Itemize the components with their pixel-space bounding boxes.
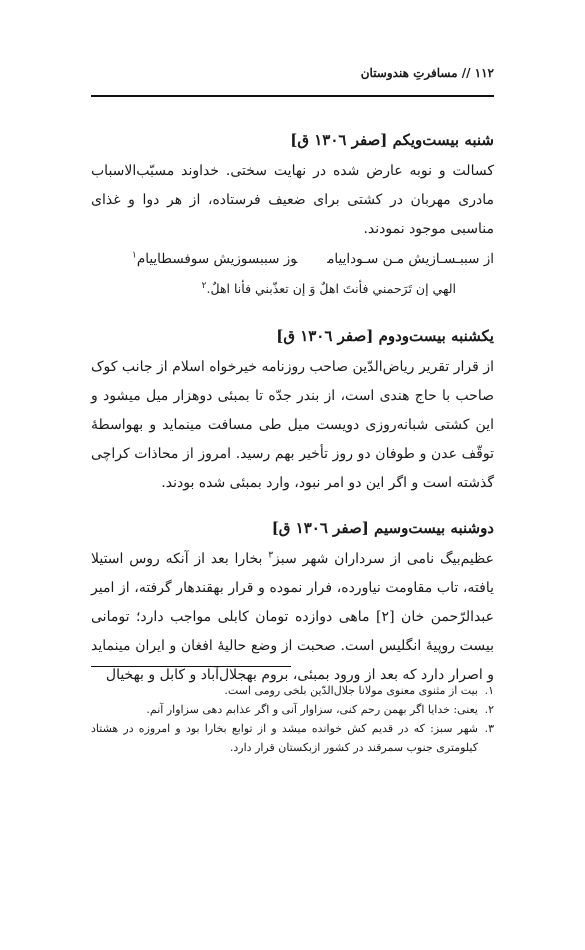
footnote-text: یعنی: خدایا اگر بهمن رحم کنی، سزاوار آنی و اگر عذابم دهی سزاوار آنم. [146, 703, 478, 716]
running-head: ۱۱۲ // مسافرتِ هندوستان [360, 66, 494, 80]
footnote-ref-1[interactable]: ۱ [132, 250, 137, 261]
footnote-number: ۳. [484, 722, 494, 735]
poem-hemistich-2: وز سببسوزیش سوفسطاییام [136, 251, 298, 267]
footnote-item [91, 681, 494, 700]
footnote-item [91, 719, 494, 757]
arabic-verse-text: الهي إن تَرَحمني فأنتَ اهلٌ وَ إن تعذّبني فأنا اهلٌ. [206, 281, 456, 296]
book-page [91, 0, 494, 950]
footnote-text: بیت از مثنوی معنوی مولانا جلال‌الدّین بلخی رومی است. [224, 684, 478, 697]
entry-paragraph-sunday: از قرار تقریر ریاض‌الدّین صاحب روزنامه خیرخواه اسلام از جانب کوک صاحب با حاج هندی است، از بندر جدّه تا بمبئی دوهزار میل میشود و این کشتی شبانه‌روزی دویست میل طی مسافت مینماید و بهواسطهٔ توقّف عدن و طوفان دو روز تأخیر بهم رسید. امروز از محاذات کراچی گذشته است و اگر این دو امر نبود، وارد بمبئی شده بودند. [91, 359, 494, 491]
footnote-ref-2[interactable]: ۲ [201, 280, 207, 291]
entry-paragraph-monday-part-2: بخارا بعد از آنکه روس استیلا یافته، تاب مقاومت نیاورده، فرار نموده و قرار بهقندهار گرفته، از امیر عبدالرّحمن خان [۲] ماهی دوازده تومان کابلی مواجب دارد؛ تومانی بیست روپیهٔ انگلیس است. صحبت از وضع حالیهٔ افغان و ایران مینماید و اصرار دارد که بعد از ورود بمبئی، بروم بهجلال‌آباد و کابل و بهخیال [91, 551, 494, 683]
entry-heading-monday: دوشنبه بیست‌وسیم [صفر ۱۳۰٦ ق] [271, 519, 494, 537]
footnotes [91, 681, 494, 757]
poem-couplet [91, 244, 494, 274]
footnote-ref-3[interactable]: ۳ [268, 550, 274, 561]
page-body [91, 120, 494, 690]
header-rule [91, 95, 494, 97]
footnote-rule [91, 666, 291, 667]
entry-paragraph-monday [91, 545, 494, 690]
footnote-item [91, 700, 494, 719]
entry-paragraph-monday-part-1: عظیم‌بیگ نامی از سرداران شهر سبز [273, 551, 494, 567]
footnote-number: ۱. [484, 684, 494, 697]
arabic-verse [91, 274, 456, 304]
footnote-text: شهر سبز: که در قدیم کش خوانده میشد و از توابع بخارا بود و امروزه در هشتاد کیلومتری جنوب سمرقند در کشور ازبکستان قرار دارد. [91, 722, 478, 754]
entry-heading-sunday: یکشنبه بیست‌ودوم [صفر ۱۳۰٦ ق] [276, 327, 494, 345]
entry-paragraph-saturday: کسالت و نوبه عارض شده در نهایت سختی. خداوند مسبّب‌الاسباب مادری مهربان در کشتی برای ضعیف فرستاده، از هر دوا و غذای مناسبی موجود نمودند. [91, 163, 494, 237]
entry-heading-saturday: شنبه بیست‌ویکم [صفر ۱۳۰٦ ق] [290, 131, 494, 149]
poem-hemistich-1: از سببـسـازیش مـن سـوداییام [327, 251, 494, 267]
footnote-number: ۲. [484, 703, 494, 716]
